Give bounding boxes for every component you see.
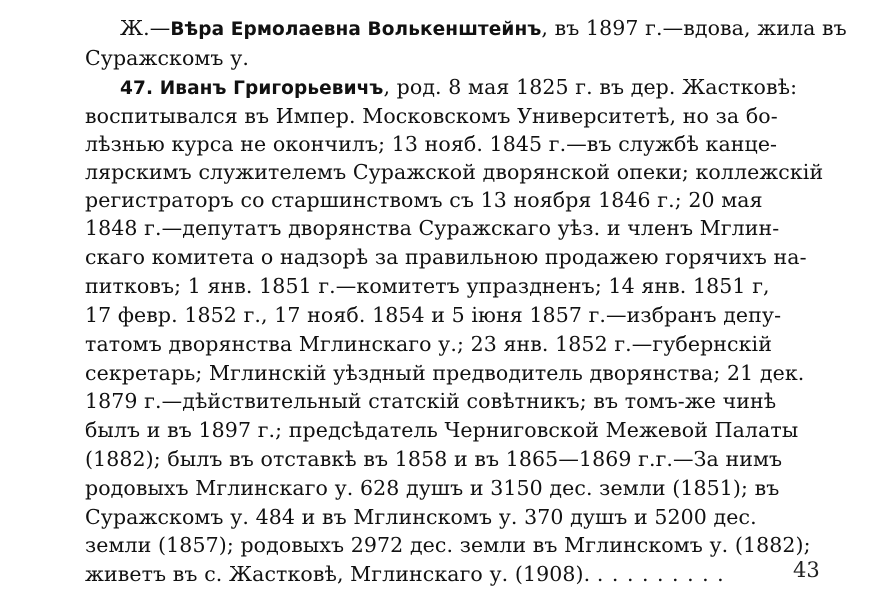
entry-47-last-line bbox=[85, 561, 775, 587]
entry-47-line: питковъ; 1 янв. 1851 г.—комитетъ упраздненъ; 14 янв. 1851 г, bbox=[85, 274, 770, 298]
entry-47-line: 1879 г.—дѣйствительный статскій совѣтникъ; въ томъ-же чинѣ bbox=[85, 389, 777, 413]
entry-47-line: лѣзнью курса не окончилъ; 13 нояб. 1845 г.—въ службѣ канце- bbox=[85, 132, 778, 156]
entry-47-line: регистраторъ со старшинствомъ съ 13 ноября 1846 г.; 20 мая bbox=[85, 188, 763, 212]
entry-47-line: Суражскомъ у. 484 и въ Мглинскомъ у. 370 душъ и 5200 дес. bbox=[85, 505, 757, 529]
entry-47-number: 47. bbox=[120, 78, 154, 99]
entry-47-line: земли (1857); родовыхъ 2972 дес. земли въ Мглинскомъ у. (1882); bbox=[85, 533, 811, 557]
entry-47-line: секретарь; Мглинскій уѣздный предводитель дворянства; 21 дек. bbox=[85, 361, 805, 385]
entry-47-first-line-rest: , род. 8 мая 1825 г. въ дер. Жастковѣ: bbox=[383, 75, 798, 99]
entry-47-line: 1848 г.—депутатъ дворянства Суражскаго уѣз. и членъ Мглин- bbox=[85, 216, 780, 240]
entry-47-line: татомъ дворянства Мглинскаго у.; 23 янв. 1852 г.—губернскій bbox=[85, 332, 772, 356]
entry-zh-text: , въ 1897 г.—вдова, жила въ bbox=[541, 16, 847, 40]
entry-zh-name: Вѣра Ермолаевна Волькенштейнъ bbox=[170, 19, 542, 40]
entry-47-last-line-text: живетъ въ с. Жастковѣ, Мглинскаго у. (1908). bbox=[85, 562, 591, 586]
entry-47-line: лярскимъ служителемъ Суражской дворянской опеки; коллежскій bbox=[85, 160, 824, 184]
entry-47-line: (1882); былъ въ отставкѣ въ 1858 и въ 1865—1869 г.г.—За нимъ bbox=[85, 447, 783, 471]
entry-47-line: былъ и въ 1897 г.; предсѣдатель Черниговской Межевой Палаты bbox=[85, 418, 799, 442]
entry-47-name: Иванъ Григорьевичъ bbox=[159, 78, 384, 99]
entry-zh-marker: Ж.— bbox=[120, 16, 171, 40]
entry-47-line-1 bbox=[120, 74, 798, 102]
entry-zh-line-2: Суражскомъ у. bbox=[85, 46, 249, 70]
leader-dots: . . . . . . . . . bbox=[596, 562, 725, 586]
entry-47-line: 17 февр. 1852 г., 17 нояб. 1854 и 5 іюня 1857 г.—избранъ депу- bbox=[85, 303, 782, 327]
entry-47-line: воспитывался въ Импер. Московскомъ Университетѣ, но за бо- bbox=[85, 104, 778, 128]
page-side-number: 43 bbox=[793, 558, 820, 582]
entry-47-line: родовыхъ Мглинскаго у. 628 душъ и 3150 дес. земли (1851); въ bbox=[85, 476, 780, 500]
entry-zh-line-1 bbox=[120, 15, 847, 43]
entry-47-line: скаго комитета о надзорѣ за правильною продажею горячихъ на- bbox=[85, 245, 807, 269]
